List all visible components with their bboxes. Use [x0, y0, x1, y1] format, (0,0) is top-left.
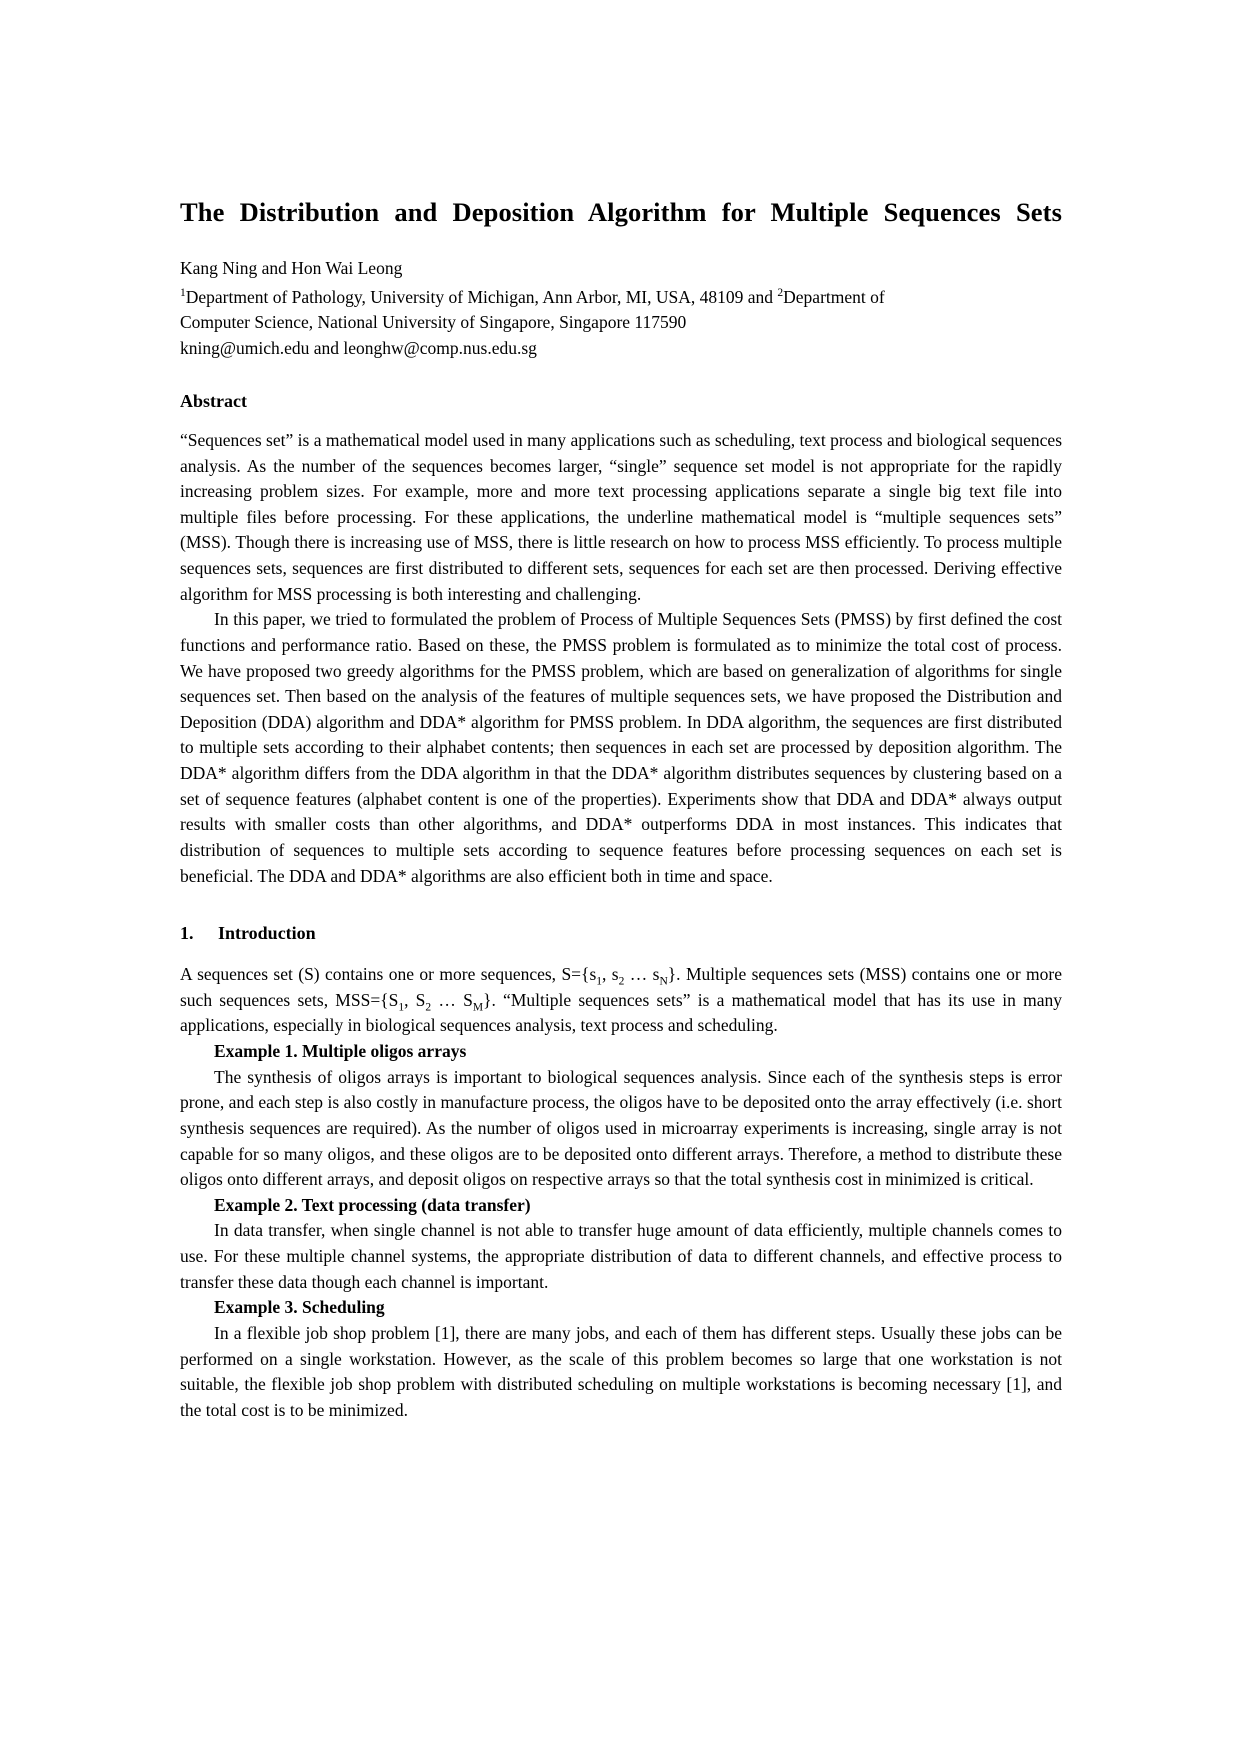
example-2-body: In data transfer, when single channel is not able to transfer huge amount of data efficiently, multiple channels comes to use. For these multiple channel systems, the appropriate distribution of data to different channels, and effective process to transfer these data though each channel is important. — [180, 1220, 1062, 1292]
affiliation-text-1-tail: Department of — [783, 286, 885, 307]
contact-emails: kning@umich.edu and leonghw@comp.nus.edu.sg — [180, 337, 537, 358]
intro-sub-n: N — [659, 975, 668, 988]
intro-text-a: A sequences set (S) contains one or more sequences, S={s — [180, 964, 597, 985]
affiliation-line-2: Computer Science, National University of Singapore, Singapore 117590 — [180, 312, 687, 333]
section-title: Introduction — [218, 923, 316, 944]
introduction-heading — [180, 923, 1062, 944]
introduction-paragraph-1 — [180, 962, 1062, 1039]
intro-sub-3: 1 — [398, 1001, 405, 1014]
section-number: 1. — [180, 923, 194, 944]
intro-sub-1: 1 — [596, 975, 603, 988]
intro-text-g: }. “Multiple sequences sets” is a mathematical model that has its use in many applications, especially in biological sequences analysis, text process and scheduling. — [180, 989, 1063, 1036]
intro-text-c: … s — [624, 964, 660, 985]
example-1-body: The synthesis of oligos arrays is important to biological sequences analysis. Since each of the synthesis steps is error prone, and each step is also costly in manufacture process, the oligos have to be deposited onto the array effectively (i.e. short synthesis sequences are required). As the number of oligos used in microarray experiments is increasing, single array is not capable for so many oligos, and these oligos are to be deposited onto different arrays. Therefore, a method to distribute these oligos onto different arrays, and deposit oligos on respective arrays so that the total synthesis cost in minimized is critical. — [180, 1066, 1062, 1190]
page-title: The Distribution and Deposition Algorithm for Multiple Sequences Sets — [180, 197, 1062, 227]
affiliation-text-1: Department of Pathology, University of Michigan, Ann Arbor, MI, USA, 48109 and — [185, 286, 778, 307]
example-2-heading: Example 2. Text processing (data transfer) — [214, 1194, 531, 1215]
intro-text-d: }. Multiple sequences sets (MSS) contains one or more such sequences sets, MSS={S — [180, 964, 1062, 1010]
abstract-paragraph-2: In this paper, we tried to formulated the problem of Process of Multiple Sequences Sets (PMSS) by first defined the cost functions and performance ratio. Based on these, the PMSS problem is formulated as to minimize the total cost of process. We have proposed two greedy algorithms for the PMSS problem, which are based on generalization of algorithms for single sequences set. Then based on the analysis of the features of multiple sequences sets, we have proposed the Distribution and Deposition (DDA) algorithm and DDA* algorithm for PMSS problem. In DDA algorithm, the sequences are first distributed to multiple sets according to their alphabet contents; then sequences in each set are processed by deposition algorithm. The DDA* algorithm differs from the DDA algorithm in that the DDA* algorithm distributes sequences by clustering based on a set of sequence features (alphabet content is one of the properties). Experiments show that DDA and DDA* always output results with smaller costs than other algorithms, and DDA* outperforms DDA in most instances. This indicates that distribution of sequences to multiple sets according to sequence features before processing sequences on each set is beneficial. The DDA and DDA* algorithms are also efficient both in time and space. — [180, 609, 1062, 886]
affiliation-marker-2: 2 — [777, 286, 784, 299]
author-line — [180, 256, 1062, 281]
intro-text-b: , s — [602, 964, 619, 985]
intro-sub-4: 2 — [425, 1001, 432, 1014]
affiliation-block — [180, 285, 1062, 361]
affiliation-line-1 — [180, 285, 1062, 310]
intro-text-e: , S — [404, 989, 426, 1010]
example-3-heading: Example 3. Scheduling — [214, 1297, 385, 1318]
example-3-body: In a flexible job shop problem [1], there are many jobs, and each of them has different steps. Usually these jobs can be performed on a single workstation. However, as the scale of this problem becomes so large that one workstation is not suitable, the flexible job shop problem with distributed scheduling on multiple workstations is becoming necessary [1], and the total cost is to be minimized. — [180, 1322, 1062, 1420]
abstract-paragraph-1: “Sequences set” is a mathematical model used in many applications such as scheduling, text process and biological sequences analysis. As the number of the sequences becomes larger, “single” sequence set model is not appropriate for the rapidly increasing problem sizes. For example, more and more text processing applications separate a single big text file into multiple files before processing. For these applications, the underline mathematical model is “multiple sequences sets” (MSS). Though there is increasing use of MSS, there is little research on how to process MSS efficiently. To process multiple sequences sets, sequences are first distributed to different sets, sequences for each set are then processed. Deriving effective algorithm for MSS processing is both interesting and challenging. — [180, 429, 1062, 604]
intro-text-f: … S — [431, 989, 473, 1010]
affiliation-marker-1: 1 — [180, 286, 186, 299]
abstract-heading: Abstract — [180, 390, 247, 411]
intro-sub-m: M — [472, 1001, 484, 1014]
example-1-heading: Example 1. Multiple oligos arrays — [214, 1041, 467, 1062]
author-names: Kang Ning and Hon Wai Leong — [180, 257, 403, 278]
intro-sub-2: 2 — [618, 975, 625, 988]
